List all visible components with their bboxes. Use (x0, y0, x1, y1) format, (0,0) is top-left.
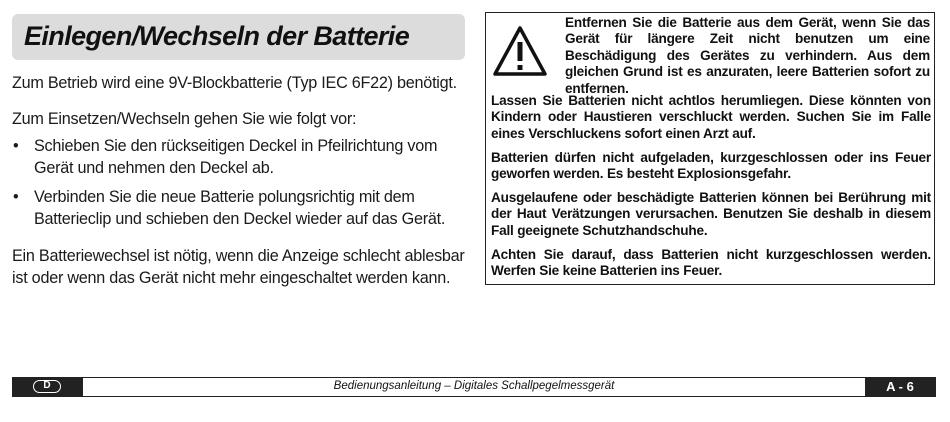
list-item (12, 186, 472, 230)
language-tab (13, 378, 83, 396)
document-name: Bedienungsanleitung – Digitales Schallpegelmessgerät (333, 380, 615, 392)
warning-paragraph: Entfernen Sie die Batterie aus dem Gerät, wenn Sie das Gerät für längere Zeit nicht benutzen um eine Beschädigung des Gerätes zu verhindern. Aus dem gleichen Grund ist es anzuraten, leere Batterien sofort zu entfernen. (565, 15, 930, 96)
language-badge: D (33, 380, 61, 393)
step-text: Schieben Sie den rückseitigen Deckel in Pfeilrichtung vom Gerät und nehmen den Deckel ab. (34, 137, 438, 177)
list-item (12, 135, 472, 179)
warning-triangle-icon (492, 25, 548, 77)
step-text: Verbinden Sie die neue Batterie polungsrichtig mit dem Batterieclip und schieben den Deckel wieder auf das Gerät. (34, 188, 446, 228)
warning-paragraph: Achten Sie darauf, dass Batterien nicht kurzgeschlossen werden. Werfen Sie keine Batterien ins Feuer. (491, 247, 931, 279)
bullet-icon: • (13, 188, 19, 206)
page-number: A - 6 (865, 378, 935, 396)
warning-paragraph: Lassen Sie Batterien nicht achtlos herumliegen. Diese könnten von Kindern oder Haustieren verschluckt werden. Suchen Sie im Falle eines Verschluckens sofort einen Arzt auf. (491, 93, 931, 141)
intro-paragraph: Zum Betrieb wird eine 9V-Blockbatterie (Typ IEC 6F22) benötigt. (12, 74, 457, 92)
heading-box (12, 14, 465, 60)
warning-paragraph: Batterien dürfen nicht aufgeladen, kurzgeschlossen oder ins Feuer geworfen werden. Es besteht Explosionsgefahr. (491, 150, 931, 182)
closing-paragraph: Ein Batteriewechsel ist nötig, wenn die Anzeige schlecht ablesbar ist oder wenn das Gerät nicht mehr eingeschaltet werden kann. (12, 247, 465, 287)
warning-paragraph: Ausgelaufene oder beschädigte Batterien können bei Berührung mit der Haut Verätzungen verursachen. Benutzen Sie deshalb in diesem Fall geeignete Schutzhandschuhe. (491, 190, 931, 238)
warning-box (485, 12, 935, 285)
steps-intro: Zum Einsetzen/Wechseln gehen Sie wie folgt vor: (12, 110, 357, 128)
bullet-icon: • (13, 137, 19, 155)
page-title: Einlegen/Wechseln der Batterie (24, 21, 410, 51)
page-footer (12, 377, 936, 397)
steps-list (12, 135, 472, 237)
